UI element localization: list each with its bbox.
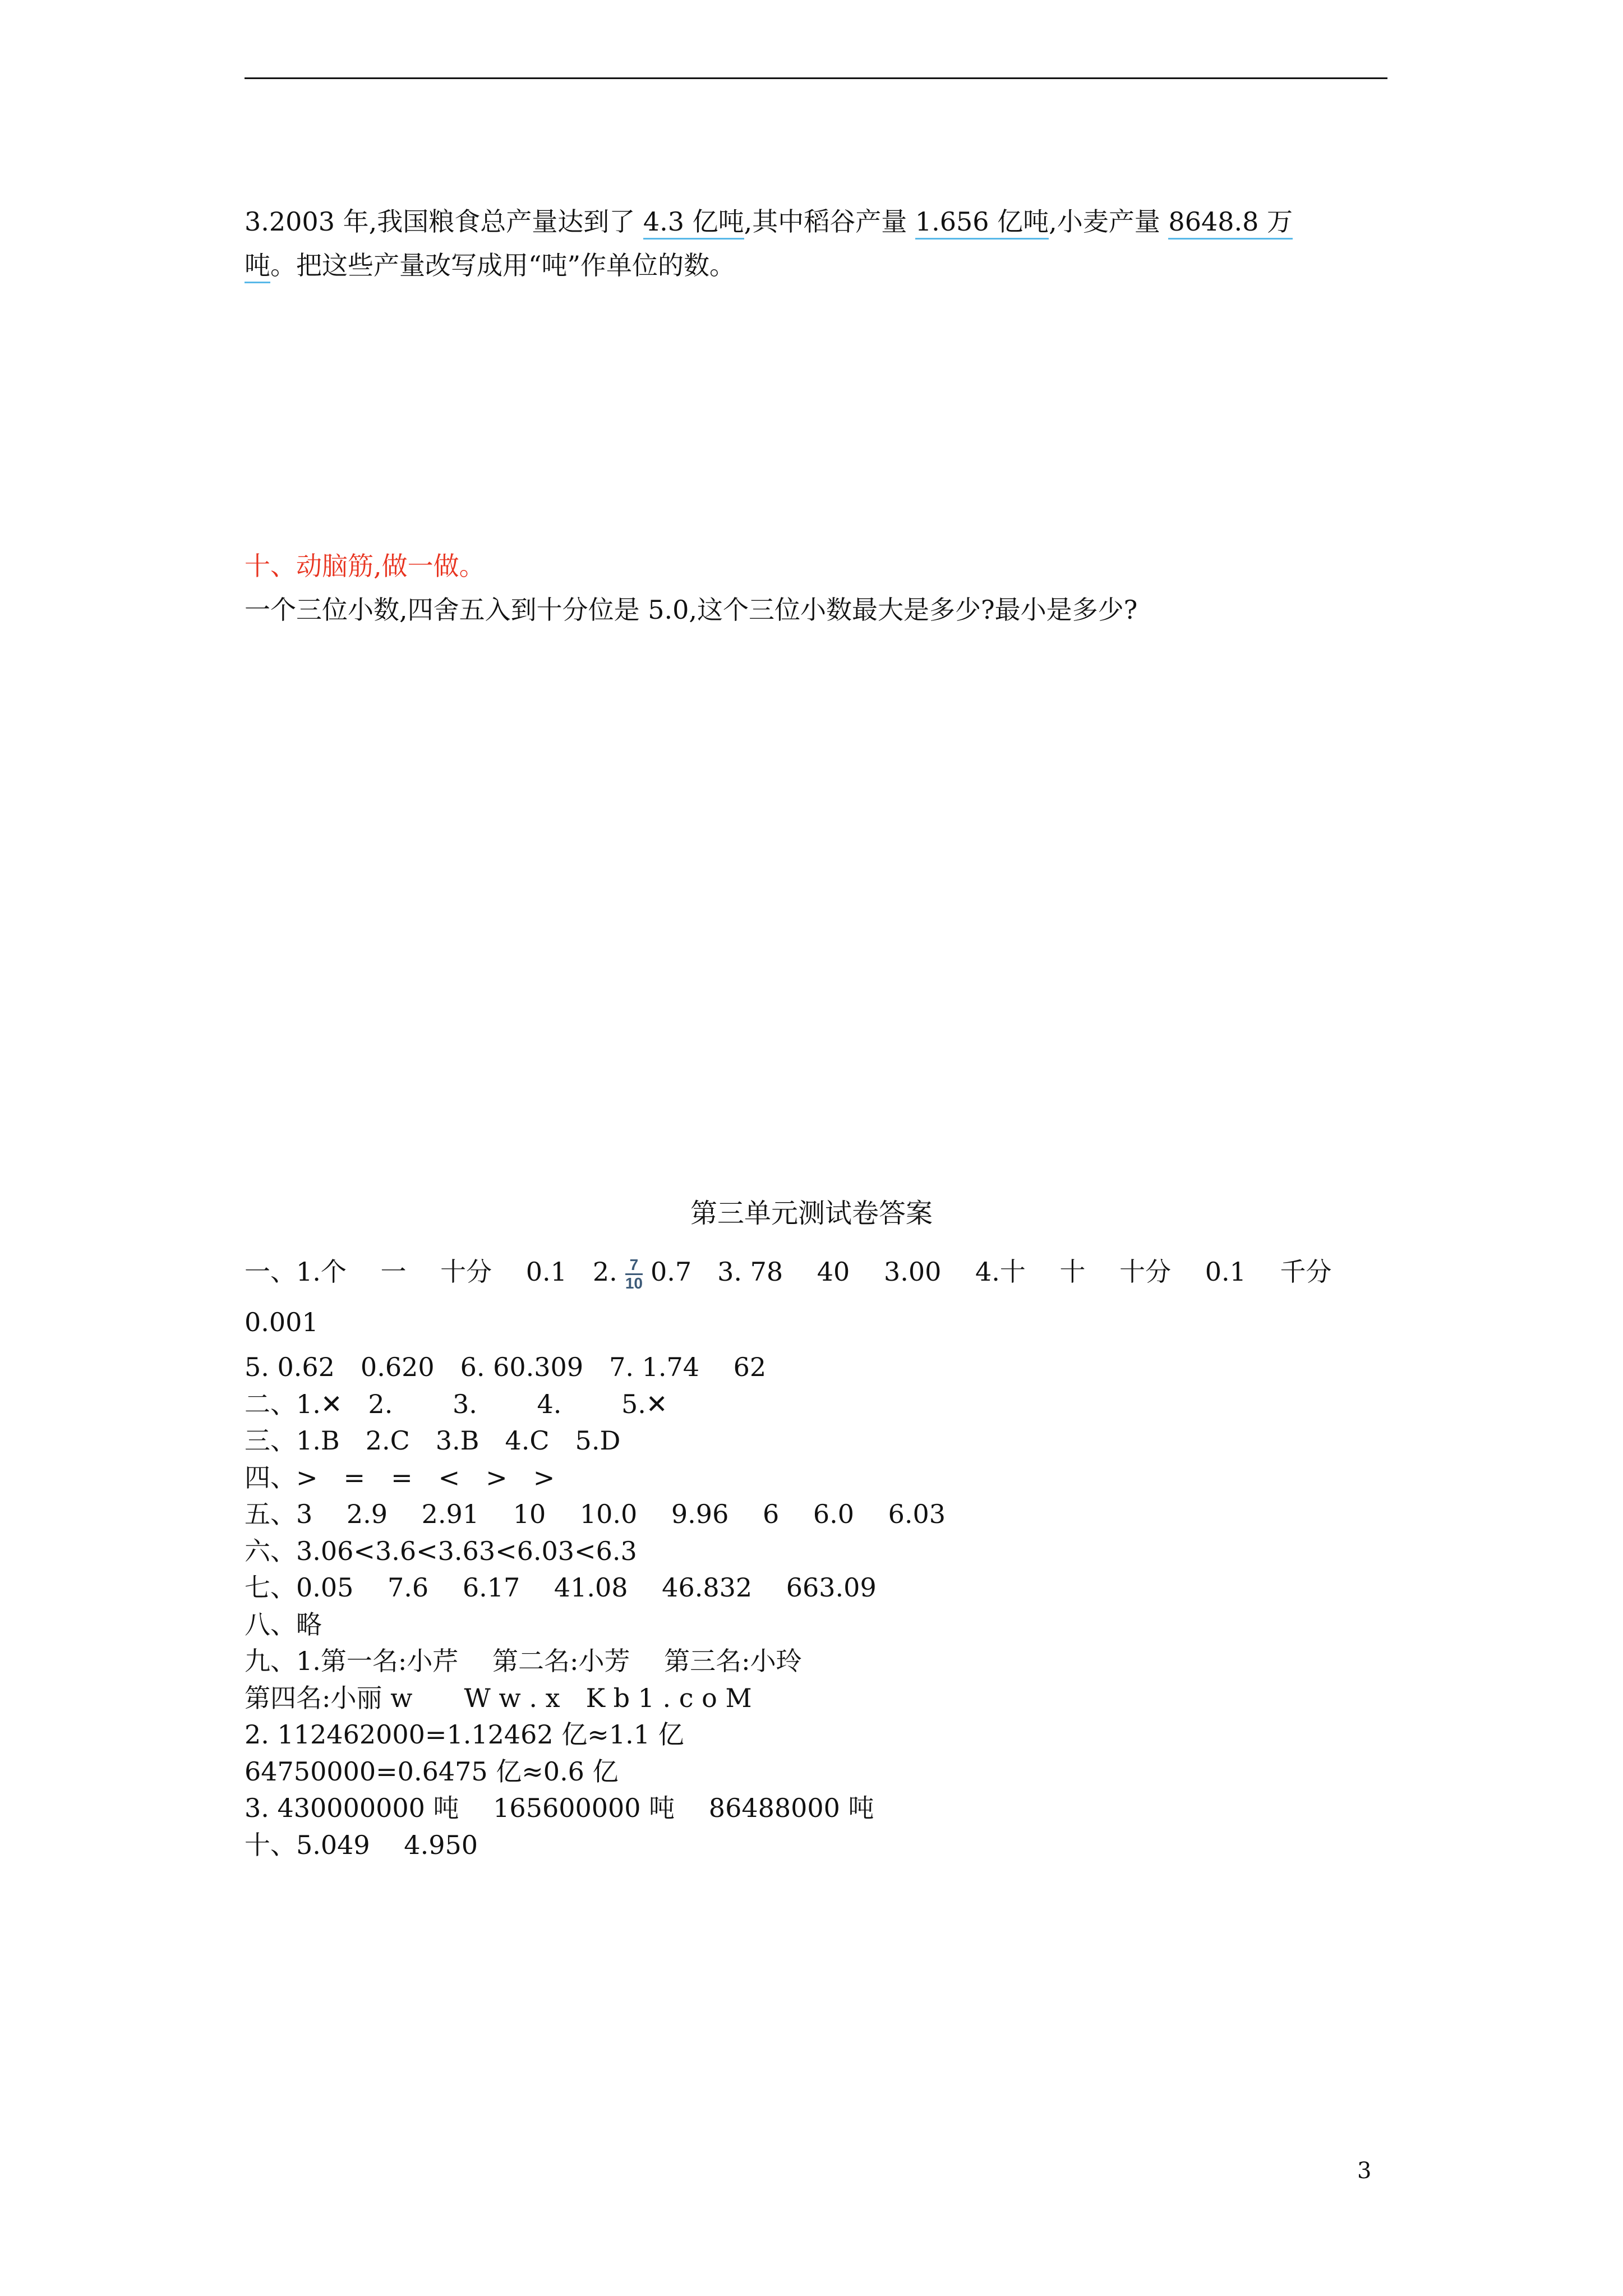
problem-3	[245, 200, 1389, 287]
answer-line-1-b: 0.7 3. 78 40 3.00 4.十 十 十分 0.1 千分	[650, 1257, 1332, 1287]
fraction-seven-tenths	[625, 1255, 643, 1292]
fraction-numerator: 7	[629, 1255, 639, 1273]
page-number: 3	[1357, 2158, 1372, 2184]
problem-3-text-b: ,其中稻谷产量	[744, 206, 915, 237]
answer-line-1-a: 一、1.个 一 十分 0.1 2.	[245, 1257, 617, 1287]
answer-line-10: 八、略	[245, 1609, 322, 1640]
problem-3-line-2	[245, 243, 1389, 287]
section-10	[245, 544, 1389, 632]
total-grain-value: 4.3 亿吨	[643, 206, 744, 240]
answer-key	[245, 1248, 1389, 1864]
answer-line-12: 第四名:小丽 w W w . x K b 1 . c o M	[245, 1682, 752, 1713]
section-10-problem: 一个三位小数,四舍五入到十分位是 5.0,这个三位小数最大是多少?最小是多少?	[245, 595, 1138, 625]
wheat-value: 8648.8 万	[1168, 206, 1293, 240]
answer-line-5: 三、1.B 2.C 3.B 4.C 5.D	[245, 1425, 621, 1456]
answer-line-15: 3. 430000000 吨 165600000 吨 86488000 吨	[245, 1793, 874, 1823]
fraction-denominator: 10	[625, 1274, 643, 1292]
answer-line-4: 二、1.✕ 2. 3. 4. 5.✕	[245, 1388, 668, 1419]
answer-line-3: 5. 0.62 0.620 6. 60.309 7. 1.74 62	[245, 1352, 767, 1382]
rice-value: 1.656 亿吨	[915, 206, 1049, 240]
answer-line-7: 五、3 2.9 2.91 10 10.0 9.96 6 6.0 6.03	[245, 1499, 946, 1529]
section-10-heading: 十、动脑筋,做一做。	[245, 551, 485, 581]
answer-line-2: 0.001	[245, 1307, 319, 1337]
answer-line-16: 十、5.049 4.950	[245, 1829, 478, 1860]
problem-3-instruction: 。把这些产量改写成用“吨”作单位的数。	[270, 250, 736, 280]
problem-3-text-c: ,小麦产量	[1049, 206, 1169, 237]
header-rule	[245, 77, 1387, 79]
answer-line-13: 2. 112462000=1.12462 亿≈1.1 亿	[245, 1719, 684, 1750]
answer-line-1	[245, 1248, 1389, 1295]
answer-line-14: 64750000=0.6475 亿≈0.6 亿	[245, 1756, 619, 1787]
answer-line-9: 七、0.05 7.6 6.17 41.08 46.832 663.09	[245, 1572, 877, 1603]
problem-3-line-1	[245, 200, 1389, 243]
answer-line-11: 九、1.第一名:小芹 第二名:小芳 第三名:小玲	[245, 1646, 802, 1676]
answer-line-6: 四、> = = < > >	[245, 1462, 555, 1493]
answer-line-8: 六、3.06<3.6<3.63<6.03<6.3	[245, 1535, 637, 1566]
answer-key-title: 第三单元测试卷答案	[690, 1198, 933, 1229]
problem-3-text-a: 3.2003 年,我国粮食总产量达到了	[245, 206, 643, 237]
wheat-value-unit: 吨	[245, 250, 270, 283]
